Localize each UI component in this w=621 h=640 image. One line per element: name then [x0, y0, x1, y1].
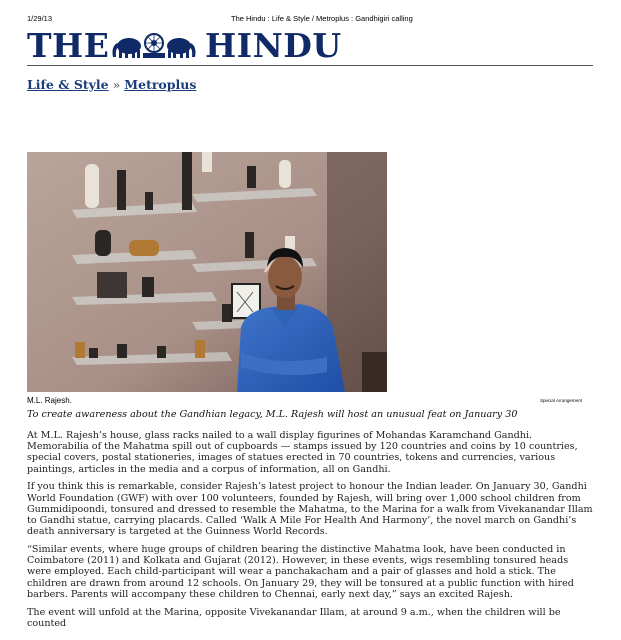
print-page-title: The Hindu : Life & Style / Metroplus : Gandhigiri calling — [231, 14, 413, 23]
breadcrumb-separator: » — [112, 77, 121, 92]
photo-caption: M.L. Rajesh. — [27, 396, 72, 405]
masthead-logo[interactable] — [27, 26, 342, 65]
article-body — [27, 430, 593, 636]
article-photo[interactable] — [27, 152, 387, 392]
article-paragraph: At M.L. Rajesh’s house, glass racks nailed to a wall display figurines of Mohandas Karamchand Gandhi. Memorabilia of the Mahatma spill out of cupboards — stamps issued by 120 countries and coins by 10 countries, special covers, postal stationeries, images of statues erected in 70 countries, tokens and currencies, various paintings, articles in the media and a corpus of information, all on Gandhi. — [27, 430, 578, 475]
print-date: 1/29/13 — [27, 14, 53, 23]
breadcrumb — [27, 77, 196, 92]
print-header — [27, 14, 593, 26]
article-paragraph: If you think this is remarkable, consider Rajesh’s latest project to honour the Indian leader. On January 30, Gandhi World Foundation (GWF) with over 100 volunteers, founded by Rajesh, will bring over 1,000 school children from Gummidipoondi, tonsured and dressed to resemble the Mahatma, to the Marina for a walk from Vivekanandar Illam to Gandhi statue, carrying placards. Called ‘Walk A Mile For Health And Harmony’, the novel march on Gandhi’s death anniversary is targeted at the Guinness World Records. — [27, 481, 593, 538]
masthead-word-hindu: HINDU — [205, 26, 342, 65]
breadcrumb-life-style-link[interactable]: Life & Style — [27, 77, 109, 92]
article-paragraph: The event will unfold at the Marina, opposite Vivekanandar Illam, at around 9 a.m., when the children will be counted — [27, 606, 561, 629]
masthead-divider — [27, 65, 593, 66]
breadcrumb-metroplus-link[interactable]: Metroplus — [124, 77, 197, 92]
article-deck: To create awareness about the Gandhian legacy, M.L. Rajesh will host an unusual feat on January 30 — [27, 409, 518, 420]
masthead-word-the: THE — [27, 26, 110, 65]
elephant-emblem-icon — [107, 31, 201, 59]
article-paragraph: “Similar events, where huge groups of children bearing the distinctive Mahatma look, have been conducted in Coimbatore (2011) and Kolkata and Gujarat (2012). However, in these events, wigs resembling tonsured heads were employed. Each child-participant will wear a panchakacham and a pair of glasses and hold a stick. The children are drawn from around 12 schools. On January 29, they will be tonsured at a public function with hired barbers. Parents will accompany these children to Chennai, early next day,” says an excited Rajesh. — [27, 544, 574, 600]
photo-credit: Special Arrangement — [540, 398, 582, 403]
